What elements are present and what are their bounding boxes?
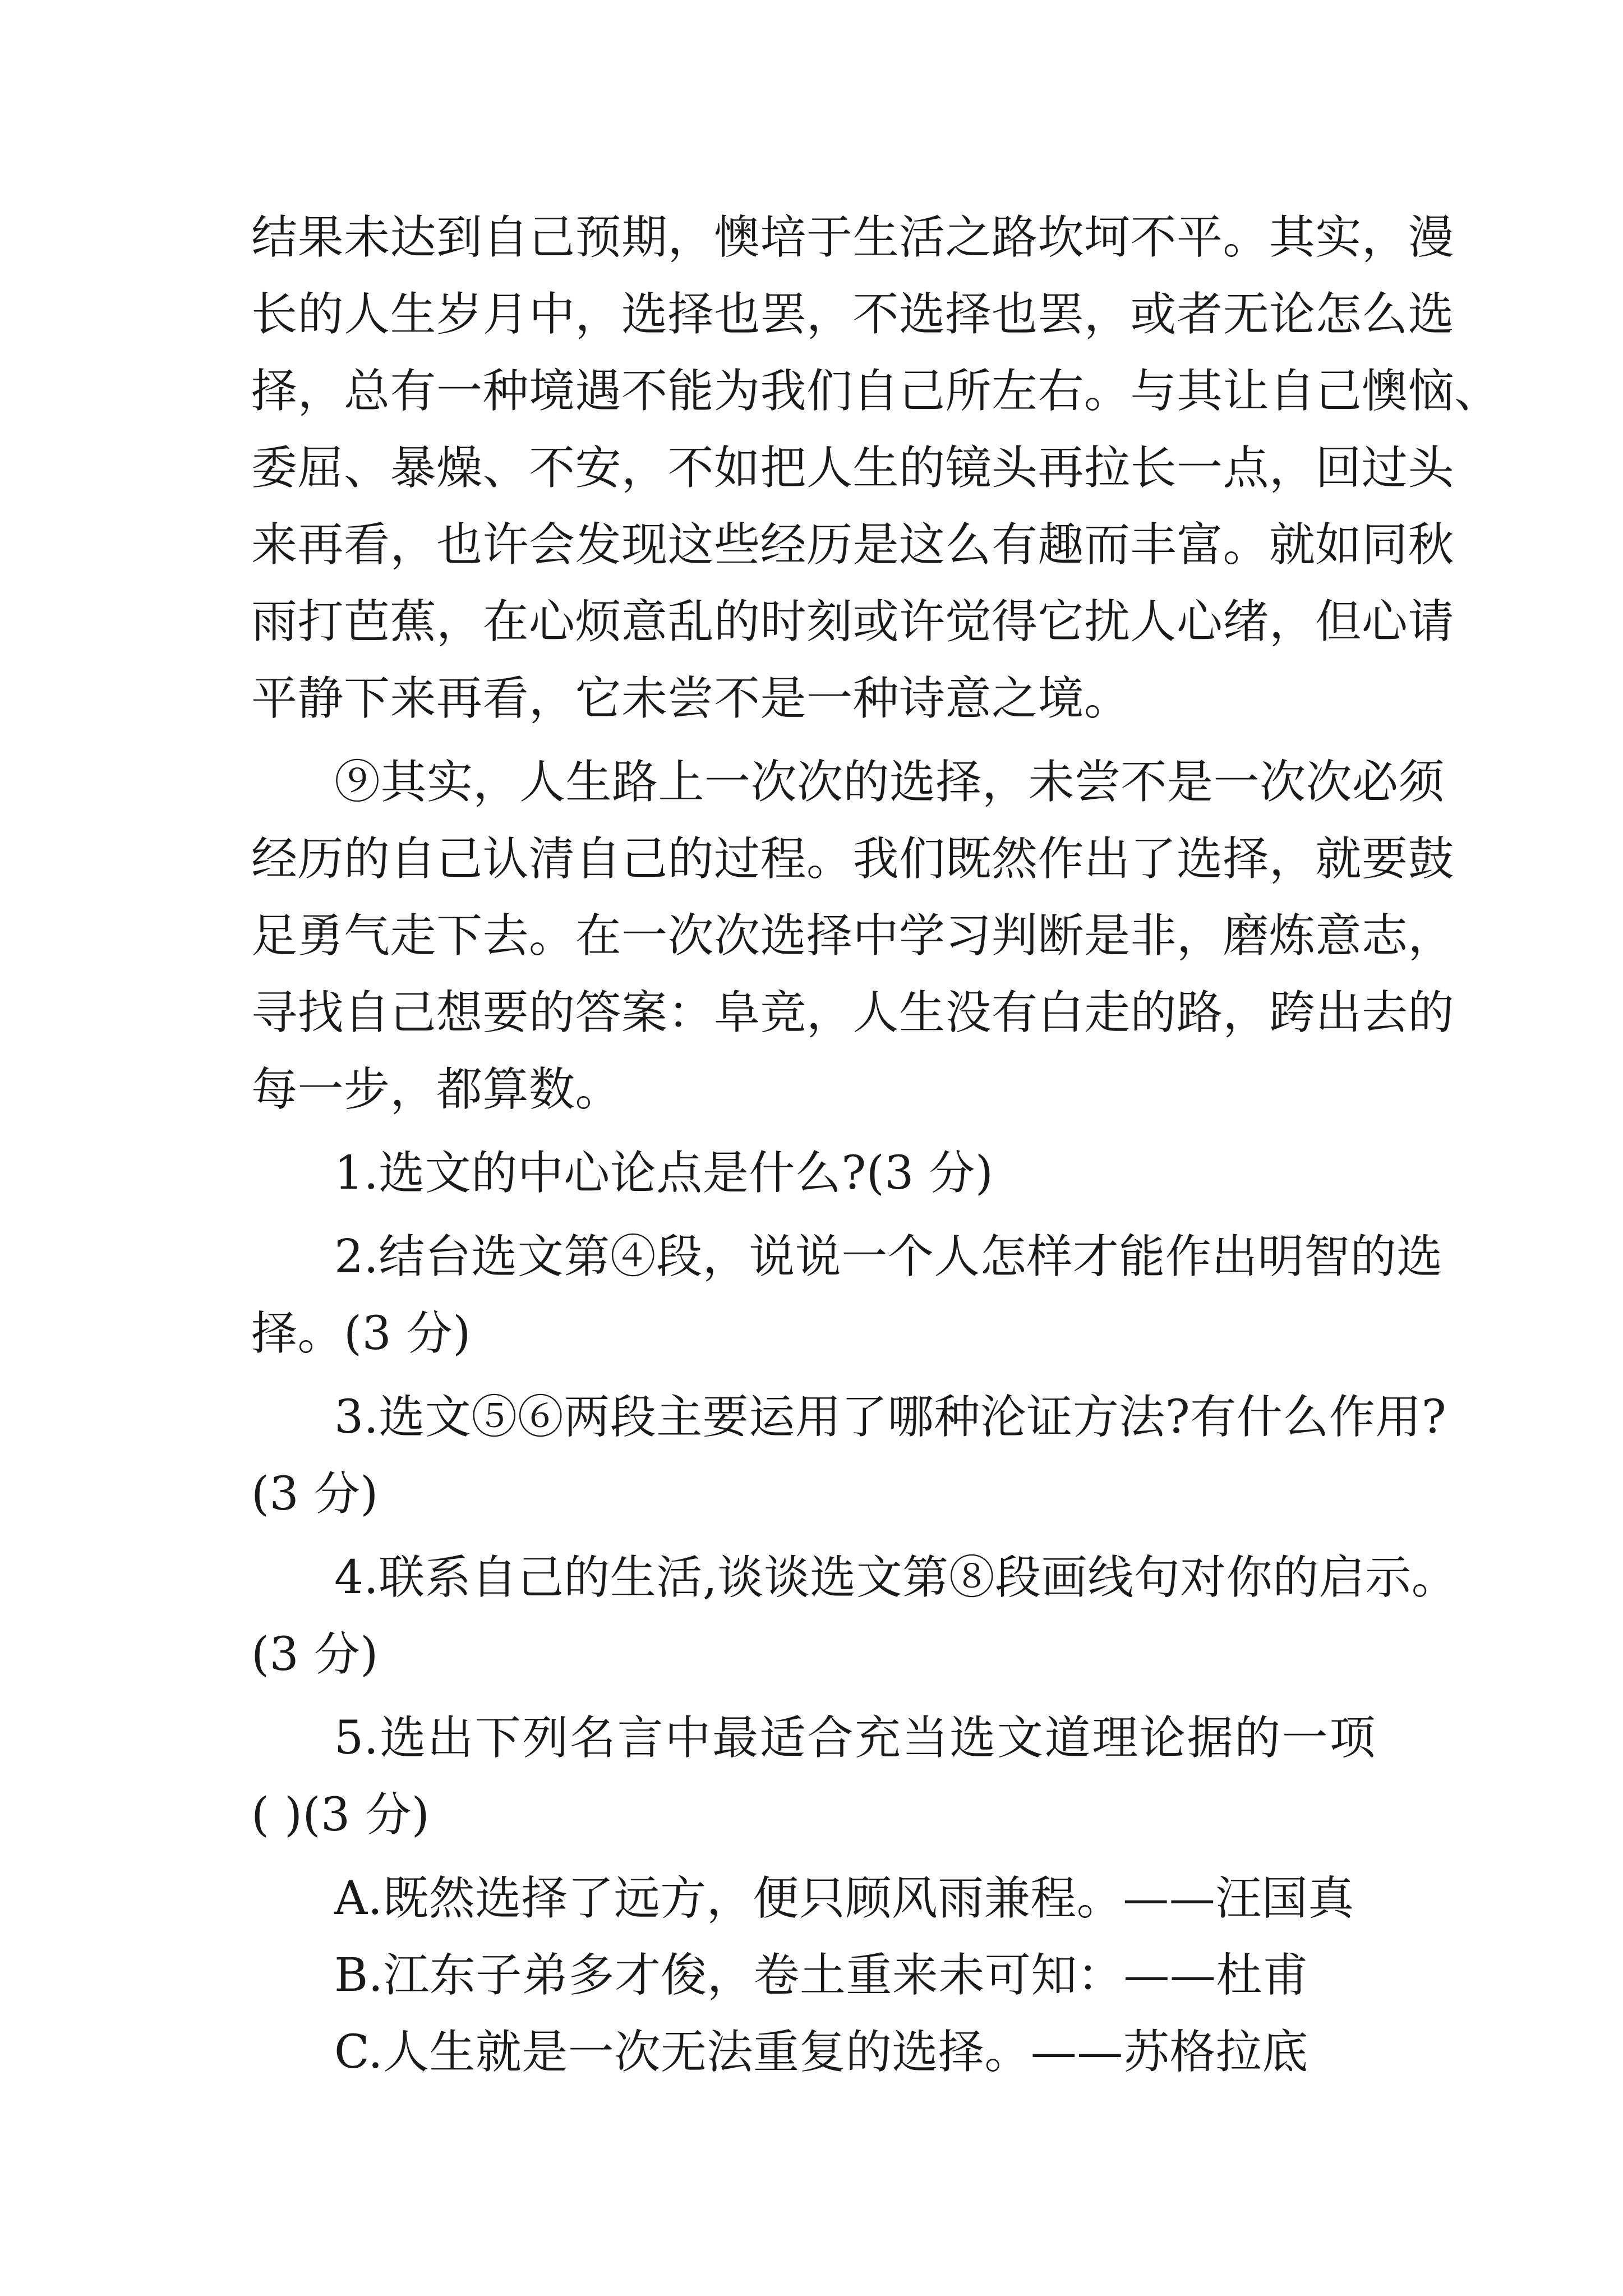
text-line: 长的人生岁月中，选择也罢，不选择也罢，或者无论怎么选: [251, 288, 1455, 341]
question-text: 1.选文的中心论点是什么?(3 分): [334, 1147, 994, 1200]
text-line: 来再看，也许会发现这些经历是这么有趣而丰富。就如同秋: [251, 518, 1455, 572]
text-line: 雨打芭蕉，在心烦意乱的时刻或许觉得它扰人心绪，但心请: [251, 595, 1455, 648]
text-line: 足勇气走下去。在一次次选择中学习判断是非，磨炼意志，: [251, 909, 1455, 963]
question-text: 3.选文⑤⑥两段主要运用了哪种沦证方法?有什么作用?: [334, 1391, 1447, 1444]
question-text: 4.联系自己的生活,谈谈选文第⑧段画线句对你的启示。: [334, 1551, 1458, 1604]
option-b: B.江东子弟多才俊，卷土重来未可知：——杜甫: [334, 1949, 1309, 2002]
question-3: [251, 1379, 1447, 1533]
document-page: [251, 199, 1501, 2091]
text-line: 择，总有一种境遇不能为我们自己所左右。与其让自己懊恼、: [251, 365, 1501, 418]
option-c: C.人生就是一次无法重复的选择。——苏格拉底: [334, 2026, 1308, 2079]
answer-options: [251, 1860, 1376, 2091]
question-2: [251, 1218, 1443, 1372]
option-a: A.既然选择了远方，便只顾风雨兼程。——汪国真: [334, 1872, 1354, 1925]
text-line: 每一步，都算数。: [251, 1063, 622, 1116]
question-text: (3 分): [251, 1628, 379, 1681]
question-5: [251, 1700, 1376, 1853]
text-line: 经历的自己认清自己的过程。我们既然作出了选择，就要鼓: [251, 832, 1455, 886]
paragraph-9: [251, 744, 1455, 1128]
paragraph-8-continued: [251, 199, 1501, 737]
text-line: 结果未达到自己预期，懊培于生活之路坎坷不平。其实，漫: [251, 211, 1455, 264]
question-text: 择。(3 分): [251, 1307, 471, 1360]
text-line: 平静下来再看，它未尝不是一种诗意之境。: [251, 672, 1131, 725]
text-line: ⑨其实，人生路上一次次的选择，未尝不是一次次必须: [334, 756, 1445, 809]
question-1: [251, 1135, 1376, 1212]
text-line: 寻找自己想要的答案：阜竞，人生没有白走的路，跨出去的: [251, 986, 1455, 1039]
question-text: ( )(3 分): [251, 1788, 430, 1842]
question-text: 2.结台选文第④段，说说一个人怎样才能作出明智的选: [334, 1230, 1443, 1283]
question-4: [251, 1539, 1458, 1693]
text-line: 委屈、暴燥、不安，不如把人生的镜头再拉长一点，回过头: [251, 441, 1455, 495]
question-text: (3 分): [251, 1467, 379, 1521]
question-text: 5.选出下列名言中最适合充当选文道理论据的一项: [334, 1711, 1376, 1765]
